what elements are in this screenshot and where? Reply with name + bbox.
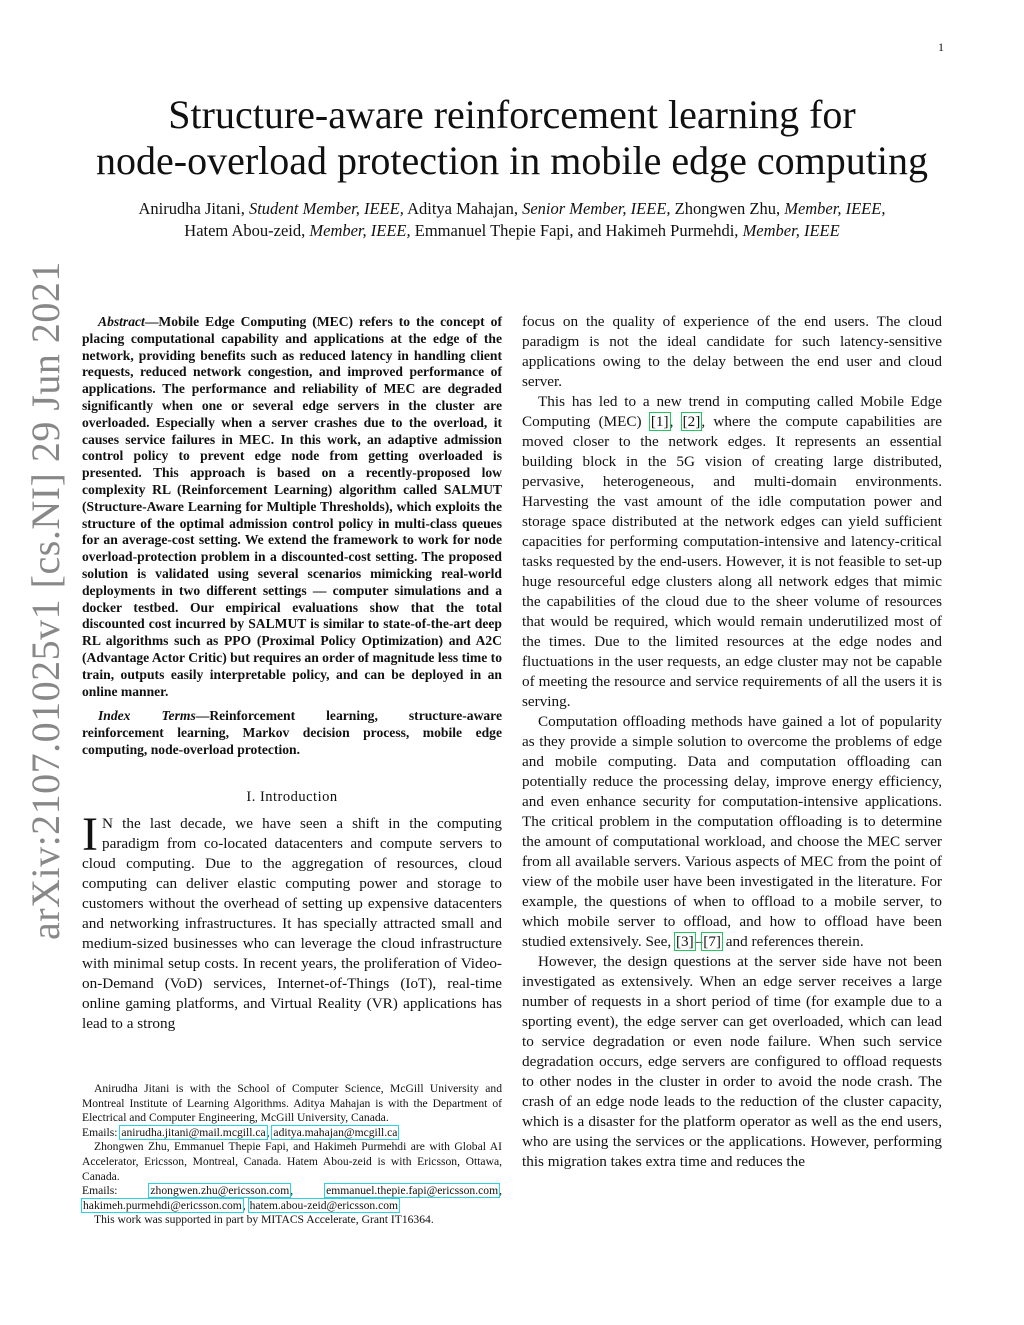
- email-link[interactable]: zhongwen.zhu@ericsson.com: [150, 1184, 290, 1198]
- author-name: Aditya Mahajan,: [407, 199, 518, 218]
- paragraph: focus on the quality of experience of the end users. The cloud paradigm is not the ideal candidate for such latency-sensitive applications owing to the delay between the end user and cloud server.: [522, 313, 942, 390]
- paragraph-text: ,: [669, 413, 682, 430]
- author-role: Student Member, IEEE,: [248, 199, 404, 218]
- author-name: and Hakimeh Purmehdi,: [577, 221, 739, 240]
- introduction-paragraph: [82, 807, 502, 1034]
- index-terms-text: —Reinforcement learning, structure-aware reinforcement learning, Markov decision process, mobile edge computing, node-overload protection.: [82, 708, 502, 757]
- footnote-emails-2: Emails: zhongwen.zhu@ericsson.com, emmanuel.thepie.fapi@ericsson.com, hakimeh.purmehdi@ericsson.com, hatem.abou-zeid@ericsson.com: [82, 1184, 502, 1212]
- emails-label: Emails:: [82, 1184, 118, 1198]
- citation-link[interactable]: [2]: [682, 413, 701, 430]
- abstract: [82, 314, 502, 700]
- author-list: [60, 198, 964, 242]
- title-line-1: Structure-aware reinforcement learning for: [168, 92, 856, 137]
- right-column: [522, 312, 942, 1172]
- author-name: Emmanuel Thepie Fapi,: [414, 221, 574, 240]
- email-link[interactable]: anirudha.jitani@mail.mcgill.ca: [121, 1125, 266, 1139]
- email-link[interactable]: aditya.mahajan@mcgill.ca: [273, 1125, 398, 1139]
- email-link[interactable]: hatem.abou-zeid@ericsson.com: [249, 1198, 399, 1212]
- paragraph-text: Computation offloading methods have gained a lot of popularity as they provide a simple solution to overcome the problems of edge and mobile computing. Data and computation offloading can potentially reduce the processing delay, improve energy efficiency, and even enhance security for computation-intensive applications. The critical problem in the computation offloading is to determine the amount of computational workload, and choose the MEC server from all available servers. Various aspects of MEC from the point of view of the mobile user have been investigated in the literature. For example, the questions of when to offload to a mobile server, to which mobile server to offload, and how to offload have been studied extensively. See,: [522, 713, 942, 950]
- author-line-2: [60, 220, 964, 242]
- email-link[interactable]: hakimeh.purmehdi@ericsson.com: [83, 1198, 242, 1212]
- abstract-text: —Mobile Edge Computing (MEC) refers to the concept of placing computational capability and applications at the edge of the network, providing benefits such as reduced latency in handling client requests, reduced network congestion, and improved performance of applications. The performance and reliability of MEC are degraded significantly when one or several edge servers in the cluster are overloaded. Especially when a server crashes due to the overload, it causes service failures in MEC. In this work, an adaptive admission control policy to prevent edge node from getting overloaded is presented. This approach is based on a recently-proposed low complexity RL (Reinforcement Learning) algorithm called SALMUT (Structure-Aware Learning for Multiple Thresholds), which exploits the structure of the optimal admission control policy in multi-class queues for an average-cost setting. We extend the framework to work for node overload-protection problem in a discounted-cost setting. The proposed solution is validated using several scenarios mimicking real-world deployments in two different settings — computer simulations and a docker testbed. Our empirical evaluations show that the total discounted cost incurred by SALMUT is similar to state-of-the-art deep RL algorithms such as PPO (Proximal Policy Optimization) and A2C (Advantage Actor Critic) but requires an order of magnitude less time to train, outputs easily interpretable policy, and can be deployed in an online manner.: [82, 314, 502, 699]
- drop-cap: I: [82, 807, 98, 861]
- index-terms: [82, 708, 502, 758]
- author-name: Hatem Abou-zeid,: [184, 221, 306, 240]
- left-column: [82, 314, 502, 1034]
- email-link[interactable]: emmanuel.thepie.fapi@ericsson.com: [326, 1184, 499, 1198]
- paper-title: [0, 92, 1024, 184]
- paragraph-text: , where the compute capabilities are moved closer to the network edges. It represents an essential building block in the 5G vision of creating large distributed, pervasive, heterogeneous, and multi-domain environments. Harvesting the vast amount of the idle computation power and storage space distributed at the network edges can yield sufficient capacities for performing computation-intensive and latency-critical tasks requested by the end-users. However, it is not feasible to set-up huge resourceful edge clusters along all network edges that mimic the capabilities of the cloud due to the sheer volume of resources that would be required, which would remain underutilized most of the times. Due to the limited resources at the edge nodes and fluctuations in the user requests, an edge cluster may not be capable of meeting the resource and service requirements of all the users it is serving.: [522, 413, 942, 710]
- footnote-affiliation-2: Zhongwen Zhu, Emmanuel Thepie Fapi, and Hakimeh Purmehdi are with Global AI Accelerator, Ericsson, Montreal, Canada. Hatem Abou-zeid is with Ericsson, Ottawa, Canada.: [82, 1140, 502, 1183]
- paragraph-text: This has led to a new trend in computing called Mobile Edge Computing (MEC): [522, 393, 942, 430]
- footnote-affiliation-1: Anirudha Jitani is with the School of Computer Science, McGill University and Montreal Institute of Learning Algorithms. Aditya Mahajan is with the Department of Electrical and Computer Engineering, McGill University, Canada.: [82, 1082, 502, 1125]
- author-role: Senior Member, IEEE,: [522, 199, 671, 218]
- footnote-emails-1: Emails: anirudha.jitani@mail.mcgill.ca, aditya.mahajan@mcgill.ca: [82, 1125, 398, 1139]
- author-name: Zhongwen Zhu,: [674, 199, 781, 218]
- footnote-funding: This work was supported in part by MITACS Accelerate, Grant IT16364.: [94, 1213, 434, 1227]
- citation-link[interactable]: [3]: [675, 933, 694, 950]
- introduction-text: N the last decade, we have seen a shift in the computing paradigm from co-located datacenters and compute servers to cloud computing. Due to the aggregation of resources, cloud computing can deliver elastic computing power and storage to customers without the overhead of setting up expensive datacenters and networking infrastructures. It has specially attracted small and medium-sized businesses who can leverage the cloud infrastructure with minimal setup costs. In recent years, the proliferation of Video-on-Demand (VoD) services, Internet-of-Things (IoT), real-time online gaming platforms, and Virtual Reality (VR) applications has lead to a strong: [82, 814, 502, 1032]
- emails-label: Emails:: [82, 1125, 118, 1139]
- author-role: Member, IEEE,: [784, 199, 886, 218]
- paragraph: However, the design questions at the server side have not been investigated as extensively. When an edge server receives a large number of requests in a short period of time (for example due to a sporting event), the edge server can get overloaded, which can lead to service degradation or even node failure. When such service degradation occurs, edge servers are configured to offload requests to other nodes in the cluster in order to avoid the node crash. The crash of an edge node leads to the reduction of the cluster capacity, which is a disaster for the platform operator as well as the end users, who are using the services or the applications. However, performing this migration takes extra time and reduces the: [522, 953, 942, 1170]
- paragraph-text: –: [694, 933, 703, 950]
- paragraph: [522, 392, 942, 712]
- citation-link[interactable]: [7]: [703, 933, 721, 950]
- section-heading-introduction: I. Introduction: [246, 788, 338, 805]
- abstract-lead: Abstract: [98, 314, 145, 329]
- author-name: Anirudha Jitani,: [138, 199, 245, 218]
- index-terms-lead: Index Terms: [98, 708, 196, 724]
- author-role: Member, IEEE: [742, 221, 840, 240]
- paragraph: [522, 712, 942, 952]
- author-role: Member, IEEE,: [309, 221, 411, 240]
- footnotes: [82, 1082, 502, 1228]
- arxiv-stamp: arXiv:2107.01025v1 [cs.NI] 29 Jun 2021: [23, 261, 68, 940]
- page-number: 1: [938, 40, 944, 54]
- title-line-2: node-overload protection in mobile edge computing: [96, 138, 928, 183]
- paragraph-text: and references therein.: [722, 933, 864, 950]
- author-line-1: [60, 198, 964, 220]
- citation-link[interactable]: [1]: [650, 413, 669, 430]
